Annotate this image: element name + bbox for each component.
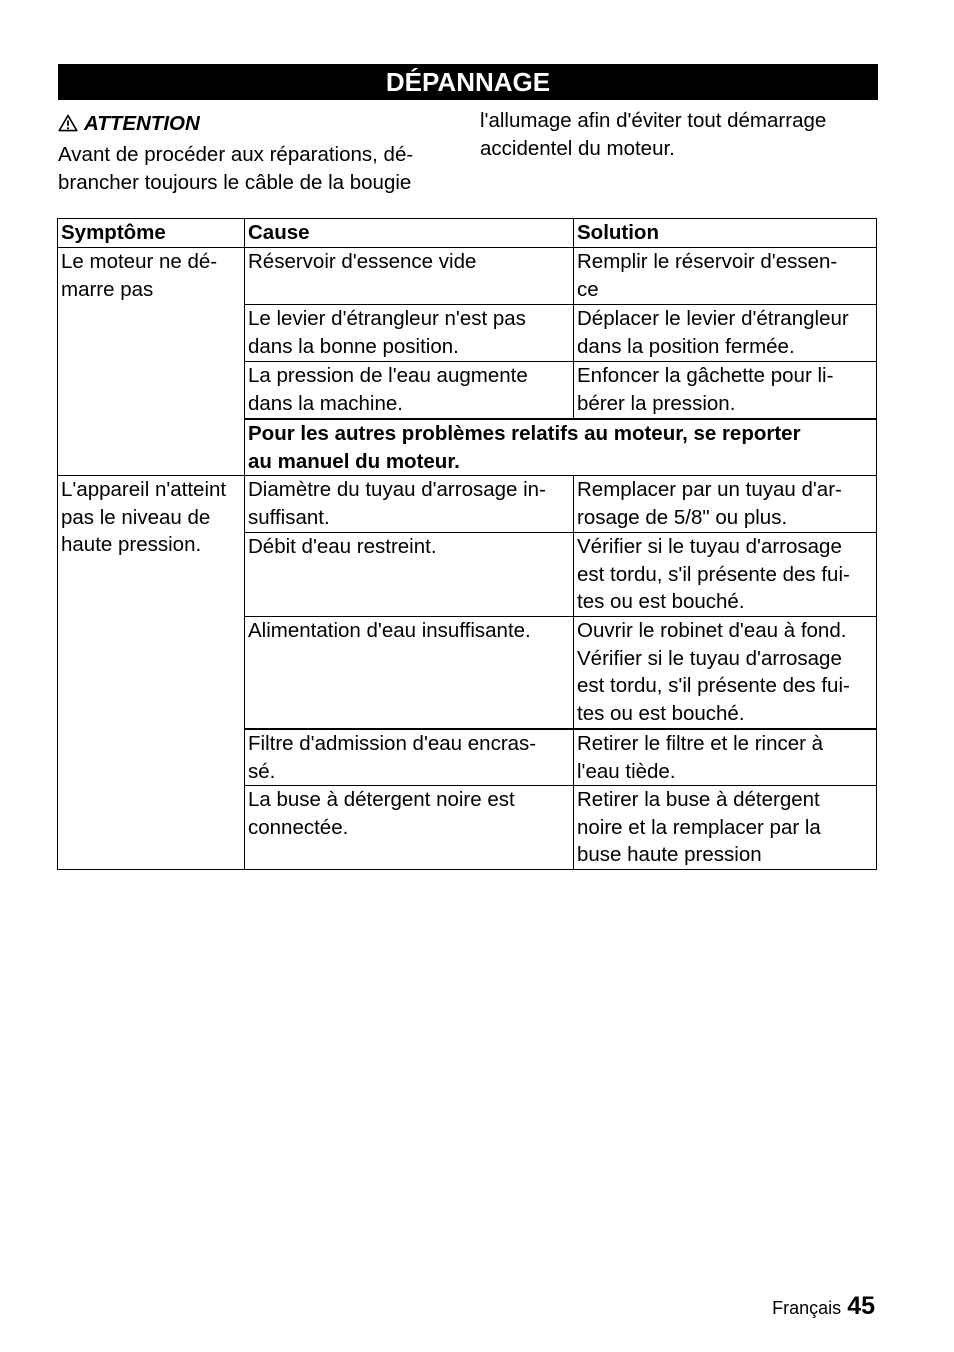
solution-cell: Remplir le réservoir d'essen- ce [574,248,877,305]
attention-heading [58,110,200,138]
solution-cell: Ouvrir le robinet d'eau à fond. Vérifier si le tuyau d'arrosage est tordu, s'il présente des fui- tes ou est bouché. [574,617,877,730]
attention-text-left: Avant de procéder aux réparations, dé- brancher toujours le câble de la bougie [58,143,414,194]
solution-cell: Vérifier si le tuyau d'arrosage est tordu, s'il présente des fui- tes ou est bouché. [574,533,877,617]
table-header-row [58,219,877,248]
page-footer [772,1291,875,1325]
warning-triangle-icon [58,114,78,132]
section-title-banner [58,64,878,100]
attention-text-right: l'allumage afin d'éviter tout démarrage accidentel du moteur. [480,109,827,160]
attention-label: ATTENTION [84,112,200,135]
cause-cell: Réservoir d'essence vide [245,248,574,305]
solution-cell: Retirer le filtre et le rincer à l'eau tiède. [574,729,877,786]
table-row [58,248,877,305]
section-title: DÉPANNAGE [385,67,551,97]
cause-cell: La pression de l'eau augmente dans la machine. [245,362,574,420]
symptom-cell: Le moteur ne dé- marre pas [58,248,245,476]
solution-cell: Retirer la buse à détergent noire et la remplacer par la buse haute pression [574,786,877,870]
engine-manual-note: Pour les autres problèmes relatifs au moteur, se reporter au manuel du moteur. [245,419,877,476]
cause-cell: Débit d'eau restreint. [245,533,574,617]
footer-language: Français [772,1298,842,1318]
header-symptom: Symptôme [58,219,245,248]
cause-cell: Le levier d'étrangleur n'est pas dans la bonne position. [245,305,574,362]
solution-cell: Remplacer par un tuyau d'ar- rosage de 5/8" ou plus. [574,476,877,533]
page-number: 45 [847,1292,875,1320]
header-solution: Solution [574,219,877,248]
solution-cell: Enfoncer la gâchette pour li- bérer la pression. [574,362,877,420]
cause-cell: Diamètre du tuyau d'arrosage in- suffisant. [245,476,574,533]
symptom-cell: L'appareil n'atteint pas le niveau de haute pression. [58,476,245,870]
troubleshooting-table [57,218,877,870]
cause-cell: Filtre d'admission d'eau encras- sé. [245,729,574,786]
table-row [58,476,877,533]
solution-cell: Déplacer le levier d'étrangleur dans la position fermée. [574,305,877,362]
cause-cell: Alimentation d'eau insuffisante. [245,617,574,730]
cause-cell: La buse à détergent noire est connectée. [245,786,574,870]
header-cause: Cause [245,219,574,248]
